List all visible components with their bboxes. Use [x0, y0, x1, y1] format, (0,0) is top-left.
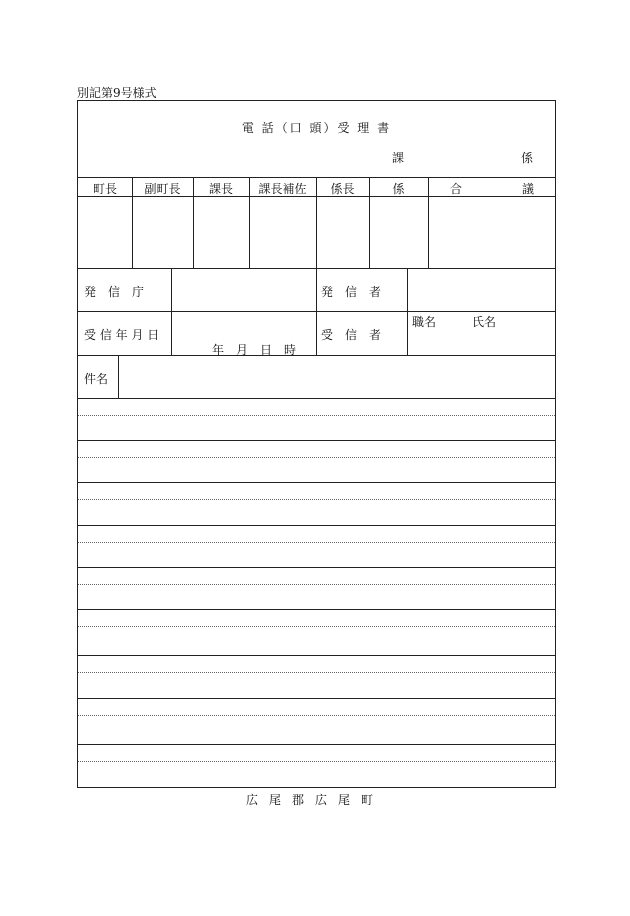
approval-header-section-chief: 課長 — [208, 182, 233, 196]
rule — [78, 715, 555, 716]
rule — [78, 655, 555, 656]
rule — [428, 177, 429, 268]
approval-header-mayor: 町長 — [92, 182, 117, 196]
received-date-label: 受 信 年 月 日 — [84, 328, 160, 342]
rule — [132, 177, 133, 268]
issuer-footer: 広尾郡広尾町 — [245, 793, 384, 807]
form-title: 電 話（口 頭）受 理 書 — [241, 121, 392, 135]
approval-header-staff: 係 — [392, 182, 405, 196]
rule — [78, 482, 555, 483]
approval-header-assistant-chief: 課長補佐 — [258, 182, 307, 196]
rule — [369, 177, 370, 268]
rule — [78, 398, 555, 399]
rule — [78, 525, 555, 526]
approval-header-unit-chief: 係長 — [330, 182, 355, 196]
rule — [78, 584, 555, 585]
approval-header-consult-1: 合 — [450, 182, 463, 196]
receiver-label: 受 信 者 — [321, 328, 382, 342]
section-ka-label: 課 — [392, 151, 405, 165]
rule — [118, 355, 119, 398]
rule — [249, 177, 250, 268]
rule — [78, 761, 555, 762]
rule — [78, 744, 555, 745]
receiver-title-name-fields: 職名 氏名 — [412, 315, 497, 329]
received-date-units: 年 月 日 時 — [212, 343, 297, 357]
rule — [78, 440, 555, 441]
rule — [78, 311, 555, 312]
rule — [78, 415, 555, 416]
rule — [78, 542, 555, 543]
approval-header-deputy-mayor: 副町長 — [144, 182, 181, 196]
rule — [78, 609, 555, 610]
approval-header-consult-2: 議 — [522, 182, 535, 196]
subject-label: 件名 — [84, 372, 109, 386]
rule — [193, 177, 194, 268]
rule — [78, 567, 555, 568]
form-frame — [77, 100, 556, 788]
section-kakari-label: 係 — [521, 151, 534, 165]
rule — [316, 177, 317, 268]
rule — [78, 672, 555, 673]
rule — [78, 626, 555, 627]
rule — [78, 499, 555, 500]
form-number-label: 別記第9号様式 — [77, 86, 157, 100]
rule — [78, 355, 555, 356]
sender-person-label: 発 信 者 — [321, 285, 382, 299]
rule — [78, 457, 555, 458]
sender-office-label: 発 信 庁 — [84, 285, 145, 299]
rule — [78, 698, 555, 699]
